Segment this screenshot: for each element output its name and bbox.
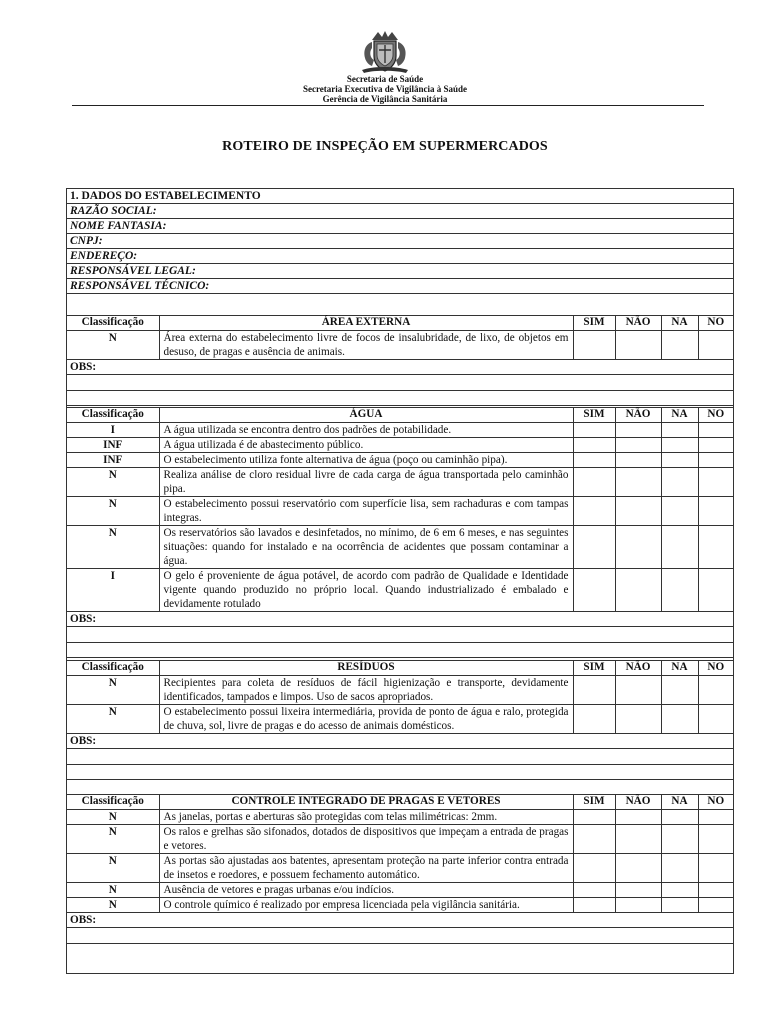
column-header-classification: Classificação <box>67 661 159 676</box>
checklist-item-text: Os ralos e grelhas são sifonados, dotados de dispositivos que impeçam a entrada de pragas e vetores. <box>159 825 573 854</box>
classification-cell: N <box>67 825 159 854</box>
inspection-form <box>66 188 734 974</box>
obs-label[interactable]: OBS: <box>67 360 733 375</box>
answer-na-box[interactable] <box>661 453 698 468</box>
field-responsavel-legal[interactable]: RESPONSÁVEL LEGAL: <box>67 264 733 279</box>
checklist-item-text: O estabelecimento possui reservatório com superfície lisa, sem rachaduras e com tampas integras. <box>159 497 573 526</box>
header-divider <box>72 105 704 106</box>
answer-nao-box[interactable] <box>615 468 661 497</box>
checklist-row <box>67 468 733 497</box>
answer-no-box[interactable] <box>698 705 733 734</box>
classification-cell: INF <box>67 438 159 453</box>
section-title: ÁGUA <box>159 408 573 423</box>
answer-no-box[interactable] <box>698 438 733 453</box>
obs-label[interactable]: OBS: <box>67 913 733 928</box>
answer-no-box[interactable] <box>698 423 733 438</box>
answer-sim-box[interactable] <box>573 468 615 497</box>
column-header-no: NO <box>698 316 733 331</box>
classification-cell: N <box>67 468 159 497</box>
section-controle-pragas <box>67 794 733 959</box>
obs-label[interactable]: OBS: <box>67 734 733 749</box>
answer-no-box[interactable] <box>698 854 733 883</box>
answer-no-box[interactable] <box>698 331 733 360</box>
establishment-heading: 1. DADOS DO ESTABELECIMENTO <box>67 189 733 204</box>
coat-of-arms-icon <box>356 28 414 74</box>
letterhead <box>0 28 770 104</box>
checklist-row <box>67 825 733 854</box>
checklist-row <box>67 810 733 825</box>
answer-no-box[interactable] <box>698 898 733 913</box>
classification-cell: N <box>67 898 159 913</box>
checklist-row <box>67 705 733 734</box>
answer-sim-box[interactable] <box>573 331 615 360</box>
answer-na-box[interactable] <box>661 569 698 612</box>
answer-sim-box[interactable] <box>573 569 615 612</box>
answer-nao-box[interactable] <box>615 331 661 360</box>
column-header-sim: SIM <box>573 795 615 810</box>
column-header-no: NO <box>698 661 733 676</box>
classification-cell: I <box>67 423 159 438</box>
column-header-na: NA <box>661 661 698 676</box>
answer-na-box[interactable] <box>661 468 698 497</box>
checklist-item-text: Os reservatórios são lavados e desinfetados, no mínimo, de 6 em 6 meses, e nas seguintes situações: quando for instalado e na ocorrência de acidentes que possam contaminar a água. <box>159 526 573 569</box>
column-header-sim: SIM <box>573 316 615 331</box>
answer-no-box[interactable] <box>698 810 733 825</box>
answer-na-box[interactable] <box>661 854 698 883</box>
answer-no-box[interactable] <box>698 453 733 468</box>
answer-no-box[interactable] <box>698 569 733 612</box>
answer-nao-box[interactable] <box>615 898 661 913</box>
answer-nao-box[interactable] <box>615 810 661 825</box>
checklist-item-text: O estabelecimento possui lixeira intermediária, provida de ponto de água e ralo, protegida de chuva, sol, livre de pragas e do acesso de animais domésticos. <box>159 705 573 734</box>
checklist-row <box>67 453 733 468</box>
answer-na-box[interactable] <box>661 423 698 438</box>
answer-na-box[interactable] <box>661 438 698 453</box>
answer-nao-box[interactable] <box>615 438 661 453</box>
column-header-no: NO <box>698 795 733 810</box>
section-title: ÁREA EXTERNA <box>159 316 573 331</box>
obs-line[interactable] <box>67 391 733 406</box>
classification-cell: N <box>67 854 159 883</box>
header-line-1: Secretaria de Saúde <box>346 74 424 84</box>
answer-na-box[interactable] <box>661 705 698 734</box>
answer-sim-box[interactable] <box>573 810 615 825</box>
checklist-item-text: Recipientes para coleta de resíduos de fácil higienização e transporte, devidamente identificados, tampados e limpos. Uso de sacos apropriados. <box>159 676 573 705</box>
checklist-item-text: O controle químico é realizado por empresa licenciada pela vigilância sanitária. <box>159 898 573 913</box>
checklist-row <box>67 526 733 569</box>
classification-cell: INF <box>67 453 159 468</box>
checklist-row <box>67 854 733 883</box>
answer-na-box[interactable] <box>661 676 698 705</box>
field-nome-fantasia[interactable]: NOME FANTASIA: <box>67 219 733 234</box>
checklist-row <box>67 497 733 526</box>
section-agua <box>67 407 733 658</box>
checklist-table <box>67 660 733 780</box>
answer-no-box[interactable] <box>698 825 733 854</box>
answer-nao-box[interactable] <box>615 825 661 854</box>
column-header-nao: NÃO <box>615 795 661 810</box>
answer-sim-box[interactable] <box>573 438 615 453</box>
checklist-table <box>67 315 733 406</box>
checklist-item-text: O gelo é proveniente de água potável, de acordo com padrão de Qualidade e Identidade vigente quando produzido no próprio local. Quando industrializado é embalado e devidamente rotulado <box>159 569 573 612</box>
header-line-2: Secretaria Executiva de Vigilância à Saúde <box>302 84 468 94</box>
obs-line[interactable] <box>67 944 733 959</box>
checklist-row <box>67 676 733 705</box>
checklist-item-text: As portas são ajustadas aos batentes, apresentam proteção na parte inferior contra entrada de insetos e roedores, e possuem fechamento automático. <box>159 854 573 883</box>
column-header-classification: Classificação <box>67 316 159 331</box>
column-header-nao: NÃO <box>615 661 661 676</box>
answer-sim-box[interactable] <box>573 453 615 468</box>
answer-nao-box[interactable] <box>615 569 661 612</box>
column-header-na: NA <box>661 408 698 423</box>
obs-line[interactable] <box>67 643 733 658</box>
obs-line[interactable] <box>67 627 733 643</box>
checklist-item-text: As janelas, portas e aberturas são protegidas com telas milimétricas: 2mm. <box>159 810 573 825</box>
obs-line[interactable] <box>67 765 733 780</box>
obs-line[interactable] <box>67 928 733 944</box>
checklist-item-text: O estabelecimento utiliza fonte alternativa de água (poço ou caminhão pipa). <box>159 453 573 468</box>
column-header-nao: NÃO <box>615 408 661 423</box>
answer-na-box[interactable] <box>661 883 698 898</box>
classification-cell: N <box>67 497 159 526</box>
checklist-row <box>67 883 733 898</box>
answer-sim-box[interactable] <box>573 526 615 569</box>
answer-nao-box[interactable] <box>615 676 661 705</box>
checklist-item-text: A água utilizada é de abastecimento público. <box>159 438 573 453</box>
classification-cell: N <box>67 526 159 569</box>
column-header-sim: SIM <box>573 408 615 423</box>
column-header-na: NA <box>661 795 698 810</box>
answer-na-box[interactable] <box>661 898 698 913</box>
answer-nao-box[interactable] <box>615 526 661 569</box>
answer-na-box[interactable] <box>661 526 698 569</box>
answer-nao-box[interactable] <box>615 453 661 468</box>
column-header-classification: Classificação <box>67 795 159 810</box>
column-header-nao: NÃO <box>615 316 661 331</box>
answer-sim-box[interactable] <box>573 825 615 854</box>
spacer-row <box>67 294 733 308</box>
column-header-classification: Classificação <box>67 408 159 423</box>
answer-nao-box[interactable] <box>615 883 661 898</box>
document-title: ROTEIRO DE INSPEÇÃO EM SUPERMERCADOS <box>222 139 548 154</box>
section-area-externa <box>67 315 733 406</box>
answer-sim-box[interactable] <box>573 676 615 705</box>
classification-cell: N <box>67 676 159 705</box>
answer-sim-box[interactable] <box>573 898 615 913</box>
answer-sim-box[interactable] <box>573 854 615 883</box>
column-header-no: NO <box>698 408 733 423</box>
classification-cell: N <box>67 883 159 898</box>
field-endereco[interactable]: ENDEREÇO: <box>67 249 733 264</box>
answer-sim-box[interactable] <box>573 497 615 526</box>
checklist-row <box>67 423 733 438</box>
answer-sim-box[interactable] <box>573 705 615 734</box>
answer-nao-box[interactable] <box>615 854 661 883</box>
answer-na-box[interactable] <box>661 331 698 360</box>
answer-no-box[interactable] <box>698 468 733 497</box>
answer-no-box[interactable] <box>698 676 733 705</box>
answer-na-box[interactable] <box>661 825 698 854</box>
checklist-row <box>67 438 733 453</box>
obs-line[interactable] <box>67 749 733 765</box>
checklist-item-text: Realiza análise de cloro residual livre de cada carga de água transportada pelo caminhão pipa. <box>159 468 573 497</box>
section-residuos <box>67 660 733 780</box>
header-line-3: Gerência de Vigilância Sanitária <box>322 94 448 104</box>
answer-na-box[interactable] <box>661 810 698 825</box>
answer-no-box[interactable] <box>698 497 733 526</box>
classification-cell: N <box>67 331 159 360</box>
checklist-item-text: A água utilizada se encontra dentro dos padrões de potabilidade. <box>159 423 573 438</box>
checklist-row <box>67 331 733 360</box>
answer-no-box[interactable] <box>698 883 733 898</box>
classification-cell: I <box>67 569 159 612</box>
section-title: CONTROLE INTEGRADO DE PRAGAS E VETORES <box>159 795 573 810</box>
checklist-table <box>67 407 733 658</box>
checklist-row <box>67 898 733 913</box>
answer-sim-box[interactable] <box>573 883 615 898</box>
field-responsavel-tecnico[interactable]: RESPONSÁVEL TÉCNICO: <box>67 279 733 294</box>
column-header-sim: SIM <box>573 661 615 676</box>
field-cnpj[interactable]: CNPJ: <box>67 234 733 249</box>
checklist-table <box>67 794 733 959</box>
checklist-row <box>67 569 733 612</box>
obs-label[interactable]: OBS: <box>67 612 733 627</box>
answer-sim-box[interactable] <box>573 423 615 438</box>
answer-na-box[interactable] <box>661 497 698 526</box>
classification-cell: N <box>67 810 159 825</box>
column-header-na: NA <box>661 316 698 331</box>
checklist-item-text: Área externa do estabelecimento livre de focos de insalubridade, de lixo, de objetos em desuso, de pragas e ausência de animais. <box>159 331 573 360</box>
answer-nao-box[interactable] <box>615 497 661 526</box>
answer-nao-box[interactable] <box>615 705 661 734</box>
obs-line[interactable] <box>67 375 733 391</box>
checklist-item-text: Ausência de vetores e pragas urbanas e/ou indícios. <box>159 883 573 898</box>
answer-no-box[interactable] <box>698 526 733 569</box>
section-title: RESÍDUOS <box>159 661 573 676</box>
field-razao-social[interactable]: RAZÃO SOCIAL: <box>67 204 733 219</box>
answer-nao-box[interactable] <box>615 423 661 438</box>
classification-cell: N <box>67 705 159 734</box>
